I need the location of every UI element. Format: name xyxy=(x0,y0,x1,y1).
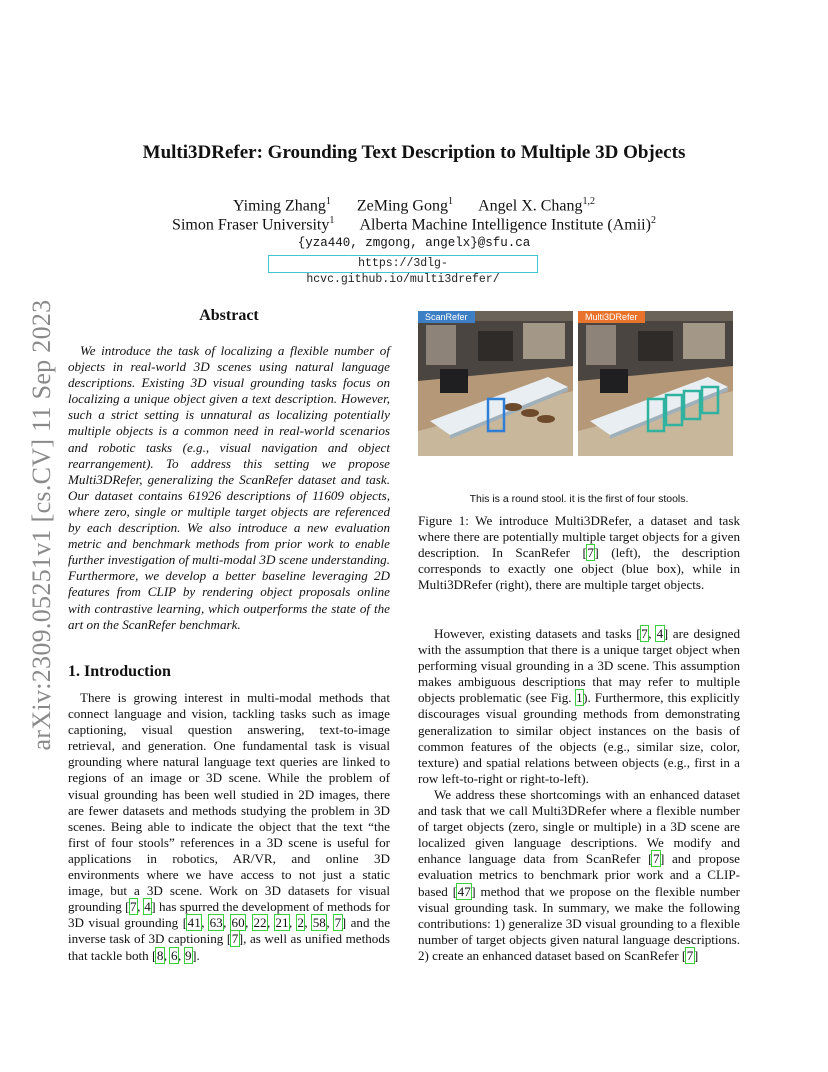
author-list xyxy=(0,196,828,215)
multi3drefer-scene-image xyxy=(578,311,733,456)
affiliation-mark: 1 xyxy=(329,215,335,226)
citation-link[interactable]: 9 xyxy=(185,947,192,963)
citation-link[interactable]: 7 xyxy=(652,851,660,867)
author-name: ZeMing Gong xyxy=(356,197,448,215)
citation-link[interactable]: 6 xyxy=(170,947,178,963)
figure-1 xyxy=(418,311,740,456)
right-column-body xyxy=(418,626,740,964)
citation-link[interactable]: 21 xyxy=(275,915,289,931)
scanrefer-scene-image xyxy=(418,311,573,456)
author-name: Angel X. Chang xyxy=(478,197,583,215)
citation-link[interactable]: 2 xyxy=(297,915,304,931)
affiliation-list xyxy=(0,215,828,234)
multi3drefer-panel xyxy=(578,311,733,456)
citation-link[interactable]: 22 xyxy=(253,915,267,931)
citation-link[interactable]: 41 xyxy=(187,915,201,931)
author-affiliation-mark: 1,2 xyxy=(582,196,596,207)
paper-title: Multi3DRefer: Grounding Text Description to Multiple 3D Objects xyxy=(142,142,686,163)
citation-link[interactable]: 4 xyxy=(656,626,664,641)
affiliation-name: Alberta Machine Intelligence Institute (Amii) xyxy=(359,216,651,234)
body-paragraph: We address these shortcomings with an enhanced dataset and task that we call Multi3DRefer where a flexible number of target objects (zero, single or multiple) in a 3D scene are localized given language descriptions. We modify and enhance language data from ScanRefer [7] and propose evaluation metrics to benchmark prior work and a CLIP-based [47] method that we propose on the flexible number visual grounding task. In summary, we make the following contributions: 1) generalize 3D visual grounding to a flexible number of target objects given natural language descriptions. 2) create an enhanced dataset based on ScanRefer [7] xyxy=(418,786,740,963)
citation-link[interactable]: 7 xyxy=(587,545,594,561)
citation-link[interactable]: 8 xyxy=(156,947,164,963)
figure-caption: Figure 1: We introduce Multi3DRefer, a dataset and task where there are potentially multiple target objects for a given description. In ScanRefer [7] (left), the description corresponds to exactly one object (blue box), while in Multi3DRefer (right), there are multiple target objects. xyxy=(418,513,740,593)
affiliation-name: Simon Fraser University xyxy=(172,216,330,234)
figure-reference-link[interactable]: 1 xyxy=(576,690,583,706)
author-affiliation-mark: 1 xyxy=(447,196,453,207)
author-name: Yiming Zhang xyxy=(232,197,326,215)
multi3drefer-label: Multi3DRefer xyxy=(578,311,645,323)
citation-link[interactable]: 7 xyxy=(641,626,648,641)
introduction-heading: 1. Introduction xyxy=(68,663,171,680)
citation-link[interactable]: 63 xyxy=(209,915,223,931)
citation-link[interactable]: 7 xyxy=(334,915,342,931)
citation-link[interactable]: 7 xyxy=(130,899,137,915)
abstract-body: We introduce the task of localizing a flexible number of objects in real-world 3D scenes using natural language descriptions. Existing 3D visual grounding tasks focus on localizing a unique object given a text description. However, such a strict setting is unnatural as localizing potentially multiple objects is a common need in real-world scenarios and robotic tasks (e.g., visual navigation and object rearrangement). To address this setting we propose Multi3DRefer, generalizing the ScanRefer dataset and task. Our dataset contains 61926 descriptions of 11609 objects, where zero, single or multiple target objects are referenced by each description. We also introduce a new evaluation metric and benchmark methods from prior work to enable further investigation of multi-modal 3D scene understanding. Furthermore, we develop a better baseline leveraging 2D features from CLIP by rendering object proposals online with contrastive learning, which outperforms the state of the art on the ScanRefer benchmark. xyxy=(68,343,390,632)
author-affiliation-mark: 1 xyxy=(325,196,331,207)
introduction-paragraph: There is growing interest in multi-modal methods that connect language and vision, tackling tasks such as image captioning, visual question answering, text-to-image retrieval, and generation. One fundamental task is visual grounding where natural language text queries are linked to regions of an image or 3D scene. While the problem of visual grounding has been well studied in 2D images, there are fewer datasets and methods studying the problem in 3D scenes. Being able to indicate the object that the text “the first of four stools” references in a 3D scene is useful for applications in robotics, AR/VR, and online 3D environments where we have access to not just a static image, but a 3D scene. Work on 3D datasets for visual grounding [7, 4] has spurred the development of methods for 3D visual grounding [41, 63, 60, 22, 21, 2, 58, 7] and the inverse task of 3D captioning [7], as well as unified methods that tackle both [8, 6, 9]. xyxy=(68,690,391,963)
citation-link[interactable]: 60 xyxy=(231,915,245,931)
scanrefer-panel xyxy=(418,311,573,456)
citation-link[interactable]: 4 xyxy=(144,899,151,915)
citation-link[interactable]: 7 xyxy=(231,931,239,947)
body-paragraph: However, existing datasets and tasks [7, 4] are designed with the assumption that there is a unique target object when performing visual grounding in a 3D scene. This assumption makes ambiguous descriptions that may refer to multiple objects problematic (see Fig. 1). Furthermore, this explicitly discourages visual grounding methods from demonstrating generalization to similar object instances on the basis of common features of the objects (e.g., similar size, color, texture) and spatial relations between objects (e.g., first in a row left-to-right or right-to-left). xyxy=(418,626,741,786)
arxiv-stamp: arXiv:2309.05251v1 [cs.CV] 11 Sep 2023 xyxy=(27,299,56,751)
scanrefer-label: ScanRefer xyxy=(418,311,475,323)
project-url-link[interactable]: https://3dlg-hcvc.github.io/multi3drefer/ xyxy=(268,255,538,273)
citation-link[interactable]: 7 xyxy=(686,947,694,963)
citation-link[interactable]: 47 xyxy=(457,883,471,899)
abstract-heading: Abstract xyxy=(199,307,259,324)
figure-sample-description: This is a round stool. it is the first of four stools. xyxy=(469,493,689,505)
affiliation-mark: 2 xyxy=(650,215,656,226)
citation-link[interactable]: 58 xyxy=(312,915,326,931)
author-emails: {yza440, zmgong, angelx}@sfu.ca xyxy=(297,236,531,250)
